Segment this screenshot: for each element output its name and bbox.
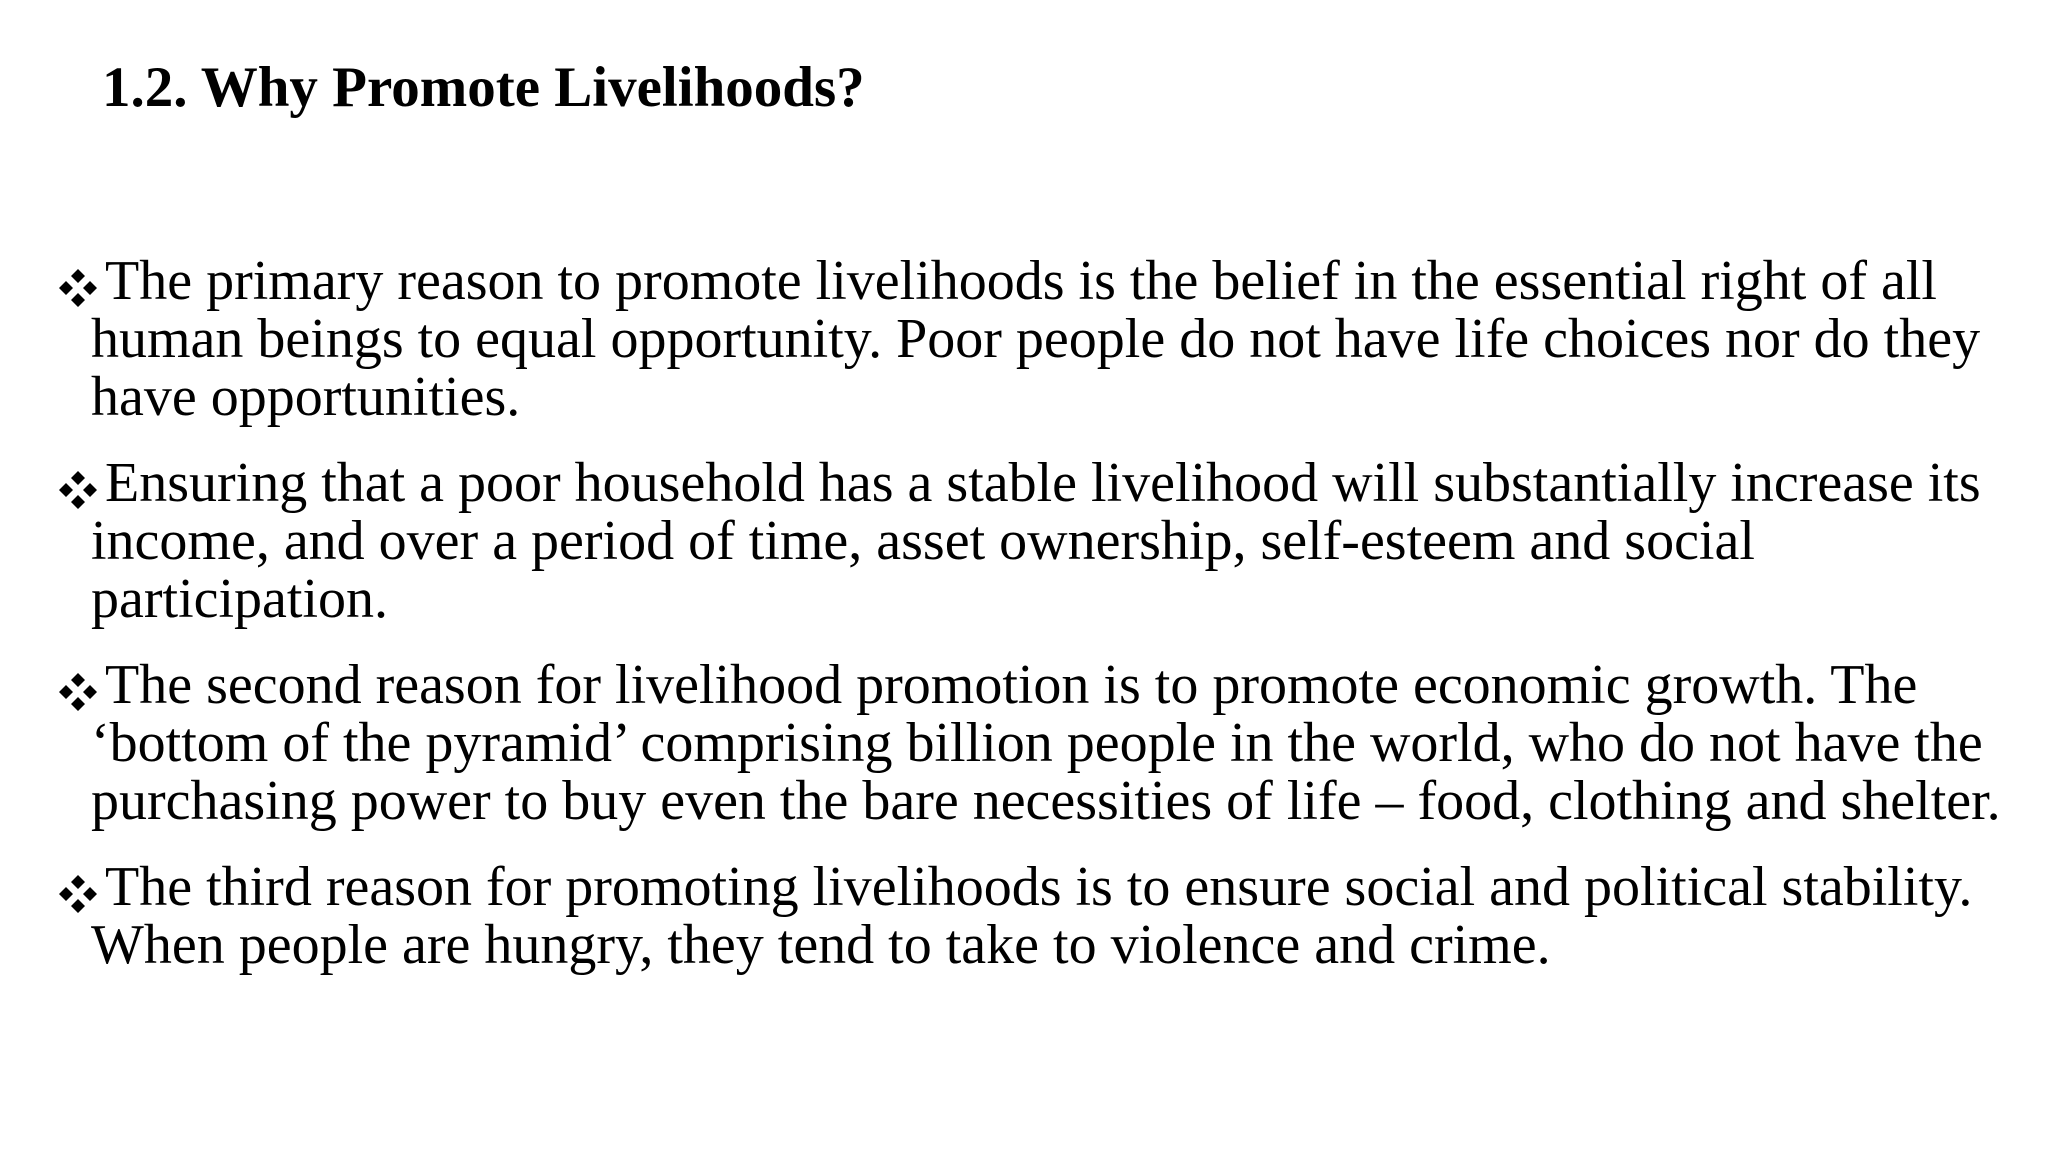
four-diamond-bullet-icon [56, 670, 100, 714]
list-item [56, 656, 2016, 830]
bullet-text: The primary reason to promote livelihoods is the belief in the essential right of all human beings to equal opportunity. Poor people do not have life choices nor do they have opportunities. [91, 250, 1981, 428]
list-item [56, 252, 2016, 426]
page-title: 1.2. Why Promote Livelihoods? [102, 56, 865, 119]
four-diamond-bullet-icon [56, 872, 100, 916]
four-diamond-bullet-icon [56, 468, 100, 512]
bullet-list [56, 252, 2016, 1002]
four-diamond-bullet-icon [56, 266, 100, 310]
list-item [56, 858, 2016, 974]
list-item [56, 454, 2016, 628]
bullet-text: The second reason for livelihood promotion is to promote economic growth. The ‘bottom of the pyramid’ comprising billion people in the world, who do not have the purchasing power to buy even the bare necessities of life – food, clothing and shelter. [91, 654, 2001, 832]
bullet-text: The third reason for promoting livelihoods is to ensure social and political stability. When people are hungry, they tend to take to violence and crime. [91, 856, 1973, 976]
bullet-text: Ensuring that a poor household has a stable livelihood will substantially increase its income, and over a period of time, asset ownership, self-esteem and social participation. [91, 452, 1981, 630]
